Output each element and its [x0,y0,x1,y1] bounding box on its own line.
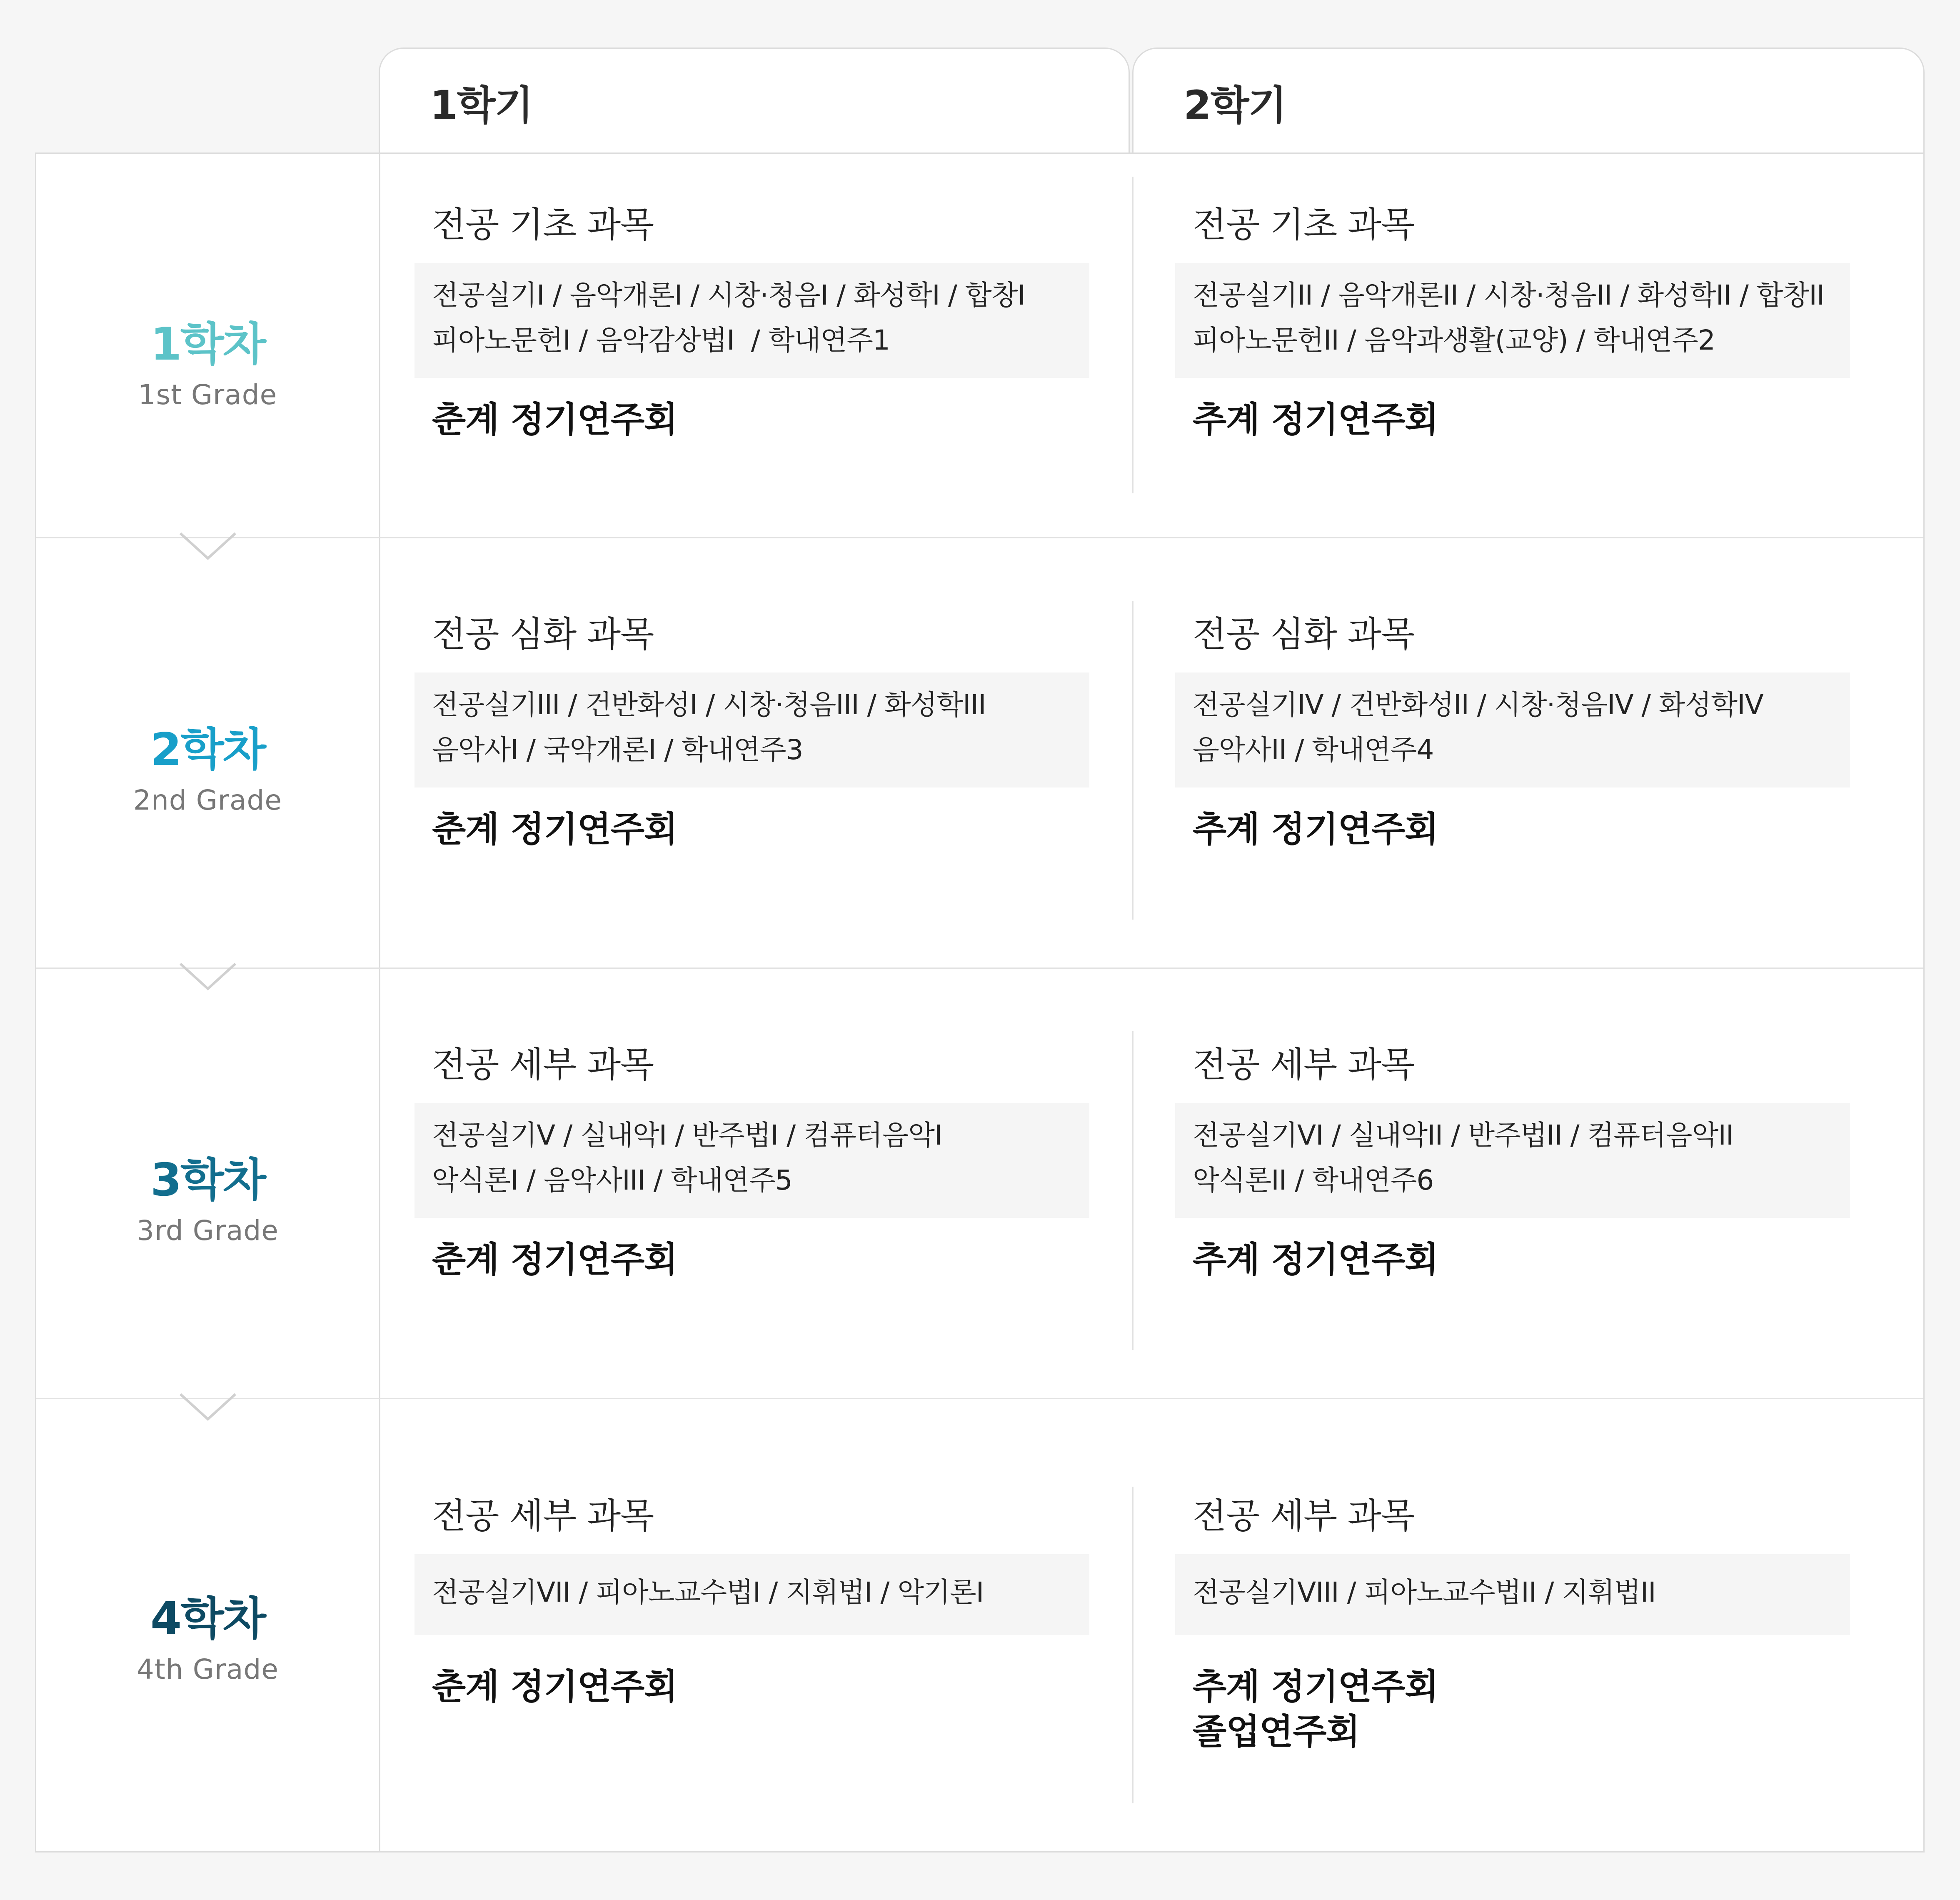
course-category: 전공 심화 과목 [1193,614,1415,655]
course-line: 전공실기VII / 피아노교수법I / 지휘법I / 악기론I [432,1576,984,1608]
course-list [1175,1554,1850,1635]
semester-2-cell [1175,1040,1850,1282]
course-list [414,672,1089,788]
course-line: 전공실기IV / 건반화성II / 시창·청음IV / 화성학IV [1193,689,1763,721]
concert-label: 추계 정기연주회 [1193,1666,1438,1707]
grade-row-4 [36,1399,1923,1851]
semester-2-cell [1175,609,1850,852]
semester-divider [1132,177,1134,493]
course-line: 음악사I / 국악개론I / 학내연주3 [432,734,803,766]
semester-1-cell [414,1040,1089,1282]
course-line: 피아노문헌II / 음악과생활(교양) / 학내연주2 [1193,324,1715,356]
course-line: 피아노문헌I / 음악감상법I / 학내연주1 [432,324,890,356]
concert-label: 춘계 정기연주회 [432,809,678,850]
concert-label: 추계 정기연주회 [1193,1239,1438,1280]
grade-number: 1학차 [150,318,265,370]
course-category: 전공 세부 과목 [1193,1044,1415,1085]
course-list [414,1103,1089,1218]
grade-number: 4학차 [150,1593,265,1645]
course-category: 전공 기초 과목 [1193,204,1415,245]
grade-row-3 [36,969,1923,1398]
semester-1-cell [414,200,1089,442]
course-category: 전공 심화 과목 [432,614,654,655]
grade-row-2 [36,538,1923,968]
course-category: 전공 세부 과목 [432,1495,654,1536]
semester-1-cell [414,609,1089,852]
semester-1-cell [414,1491,1089,1709]
grade-english: 4th Grade [137,1653,279,1685]
course-line: 전공실기VI / 실내악II / 반주법II / 컴퓨터음악II [1193,1119,1734,1151]
semester-2-cell [1175,1491,1850,1754]
concert-label: 추계 정기연주회 [1193,809,1438,850]
course-list [414,1554,1089,1635]
concert-label: 추계 정기연주회 [1193,399,1438,440]
semester-header-2 [1132,48,1925,153]
course-line: 악식론I / 음악사III / 학내연주5 [432,1164,792,1196]
course-line: 전공실기III / 건반화성I / 시창·청음III / 화성학III [432,689,986,721]
semester-label: 2학기 [1183,82,1286,129]
grade-english: 3rd Grade [136,1215,279,1247]
course-line: 전공실기VIII / 피아노교수법II / 지휘법II [1193,1576,1656,1608]
semester-label: 1학기 [430,82,533,129]
semester-divider [1132,601,1134,920]
course-line: 음악사II / 학내연주4 [1193,734,1434,766]
course-line: 악식론II / 학내연주6 [1193,1164,1434,1196]
semester-2-cell [1175,200,1850,442]
semester-divider [1132,1031,1134,1350]
graduation-concert-label: 졸업연주회 [1193,1711,1360,1752]
course-category: 전공 기초 과목 [432,204,654,245]
course-category: 전공 세부 과목 [432,1044,654,1085]
grade-number: 3학차 [150,1154,265,1206]
course-category: 전공 세부 과목 [1193,1495,1415,1536]
grade-number: 2학차 [150,724,265,776]
grade-english: 2nd Grade [133,784,282,816]
course-line: 전공실기I / 음악개론I / 시창·청음I / 화성학I / 합창I [432,279,1025,311]
semester-divider [1132,1487,1134,1803]
concert-label: 춘계 정기연주회 [432,399,678,440]
course-line: 전공실기V / 실내악I / 반주법I / 컴퓨터음악I [432,1119,942,1151]
course-list [1175,672,1850,788]
course-list [414,263,1089,378]
grade-row-1 [36,154,1923,537]
semester-header-1 [379,48,1130,153]
course-list [1175,1103,1850,1218]
concert-label: 춘계 정기연주회 [432,1666,678,1707]
grade-english: 1st Grade [138,379,277,411]
course-line: 전공실기II / 음악개론II / 시창·청음II / 화성학II / 합창II [1193,279,1825,311]
concert-label: 춘계 정기연주회 [432,1239,678,1280]
course-list [1175,263,1850,378]
curriculum-table [35,152,1925,1852]
